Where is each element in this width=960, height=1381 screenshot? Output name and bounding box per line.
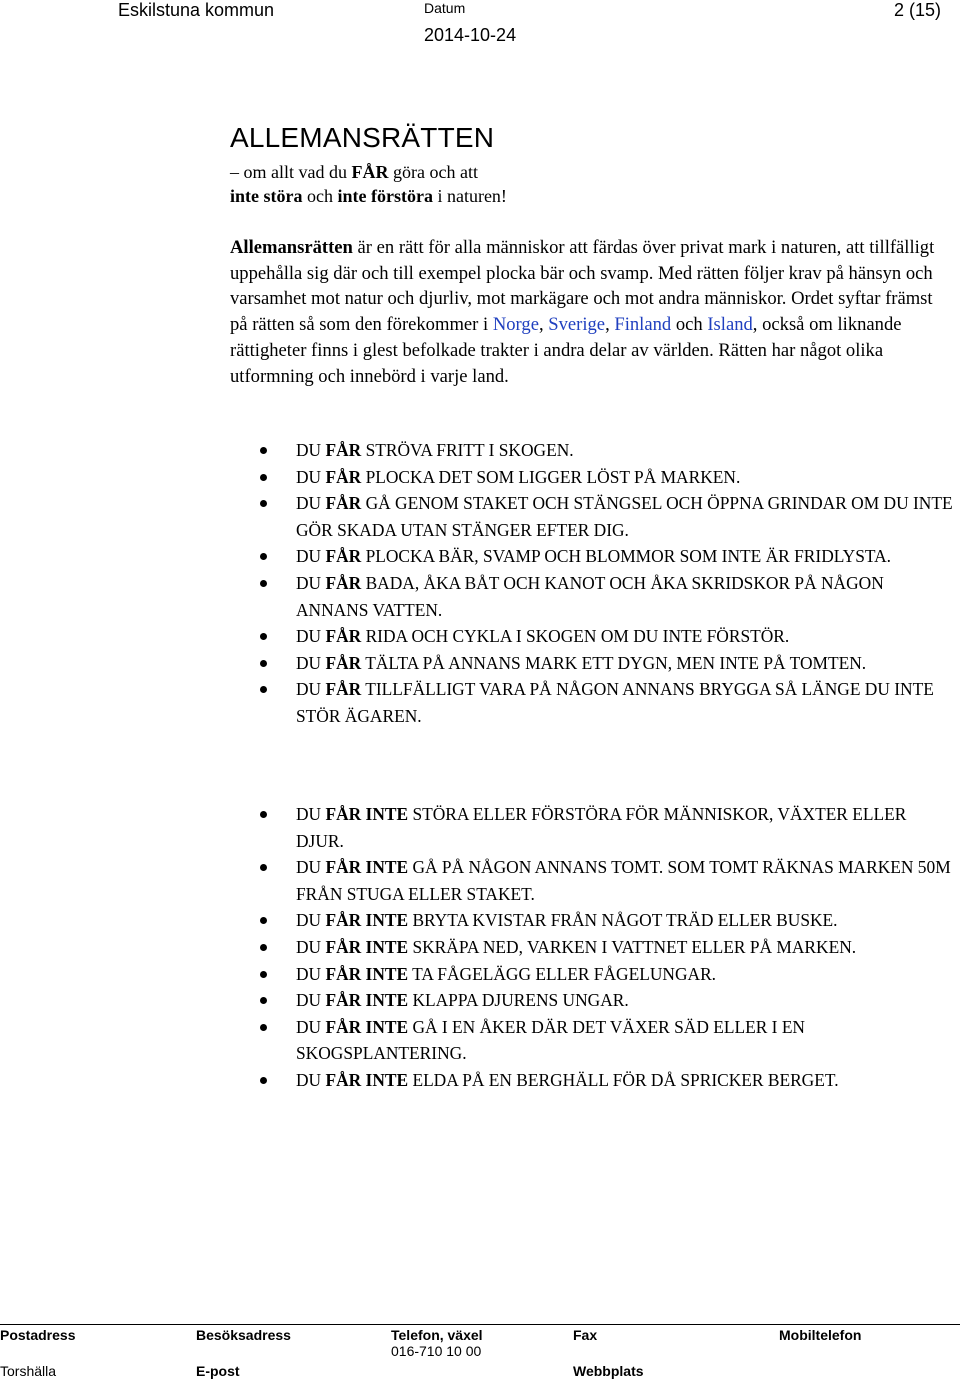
list-item: DU FÅR GÅ GENOM STAKET OCH STÄNGSEL OCH ÖPPNA GRINDAR OM DU INTE GÖR SKADA UTAN STÄNGER EFTER DIG. [258,490,958,543]
organization-name: Eskilstuna kommun [118,0,275,20]
list-item: DU FÅR TÄLTA PÅ ANNANS MARK ETT DYGN, MEN INTE PÅ TOMTEN. [258,650,958,677]
page-number: 2 (15) [894,0,942,20]
intro-paragraph: Allemansrätten är en rätt för alla människor att färdas över privat mark i naturen, att tillfälligt uppehålla sig där och till exempel plocka bär och svamp. Med rätten följer krav på hänsyn och varsamhet mot natur och djurliv, mot markägare och mot andra människor. Ordet syftar främst på rätten så som den förekommer i Norge, Sverige, Finland och Island, också om liknande rättigheter finns i glest befolkade trakter i andra delar av världen. Rätten har något olika utformning och innebörd i varje land. [230,237,935,387]
link-norge[interactable]: Norge [492,314,539,336]
footer-telefon-value: 016-710 10 00 [391,1343,482,1359]
list-item: DU FÅR STRÖVA FRITT I SKOGEN. [258,437,958,464]
subtitle-line-2: inte störa och inte förstöra i naturen! [230,186,507,206]
link-sverige[interactable]: Sverige [548,314,606,336]
footer-postadress-value: Torshälla [0,1363,57,1379]
forbidden-activities-list [258,801,958,1094]
list-item: DU FÅR BADA, ÅKA BÅT OCH KANOT OCH ÅKA SKRIDSKOR PÅ NÅGON ANNANS VATTEN. [258,570,958,623]
subtitle-line-1: – om allt vad du FÅR göra och att [230,162,478,182]
link-finland[interactable]: Finland [614,314,672,336]
footer-telefon-label: Telefon, växel [391,1327,483,1343]
footer-fax-label: Fax [573,1327,598,1343]
footer-epost-label: E-post [196,1363,240,1379]
list-item: DU FÅR INTE GÅ PÅ NÅGON ANNANS TOMT. SOM TOMT RÄKNAS MARKEN 50M FRÅN STUGA ELLER STAKET. [258,854,958,907]
list-item: DU FÅR PLOCKA BÄR, SVAMP OCH BLOMMOR SOM INTE ÄR FRIDLYSTA. [258,543,958,570]
footer-divider [0,1324,960,1325]
date-label: Datum [424,0,466,16]
list-item: DU FÅR TILLFÄLLIGT VARA PÅ NÅGON ANNANS BRYGGA SÅ LÄNGE DU INTE STÖR ÄGAREN. [258,676,958,729]
footer-besoksadress-label: Besöksadress [196,1327,291,1343]
list-item: DU FÅR INTE BRYTA KVISTAR FRÅN NÅGOT TRÄD ELLER BUSKE. [258,907,958,934]
list-item: DU FÅR INTE SKRÄPA NED, VARKEN I VATTNET ELLER PÅ MARKEN. [258,934,958,961]
list-item: DU FÅR INTE GÅ I EN ÅKER DÄR DET VÄXER SÄD ELLER I EN SKOGSPLANTERING. [258,1014,958,1067]
list-item: DU FÅR INTE TA FÅGELÄGG ELLER FÅGELUNGAR. [258,961,958,988]
page-title: ALLEMANSRÄTTEN [230,122,495,153]
allowed-activities-list [258,437,958,730]
footer-postadress-label: Postadress [0,1327,76,1343]
list-item: DU FÅR INTE ELDA PÅ EN BERGHÄLL FÖR DÅ SPRICKER BERGET. [258,1067,958,1094]
list-item: DU FÅR INTE KLAPPA DJURENS UNGAR. [258,987,958,1014]
list-item: DU FÅR INTE STÖRA ELLER FÖRSTÖRA FÖR MÄNNISKOR, VÄXTER ELLER DJUR. [258,801,958,854]
footer-webbplats-label: Webbplats [573,1363,644,1379]
list-item: DU FÅR PLOCKA DET SOM LIGGER LÖST PÅ MARKEN. [258,464,958,491]
link-island[interactable]: Island [707,314,753,336]
list-item: DU FÅR RIDA OCH CYKLA I SKOGEN OM DU INTE FÖRSTÖR. [258,623,958,650]
footer-mobiltelefon-label: Mobiltelefon [779,1327,862,1343]
document-date: 2014-10-24 [424,25,517,45]
